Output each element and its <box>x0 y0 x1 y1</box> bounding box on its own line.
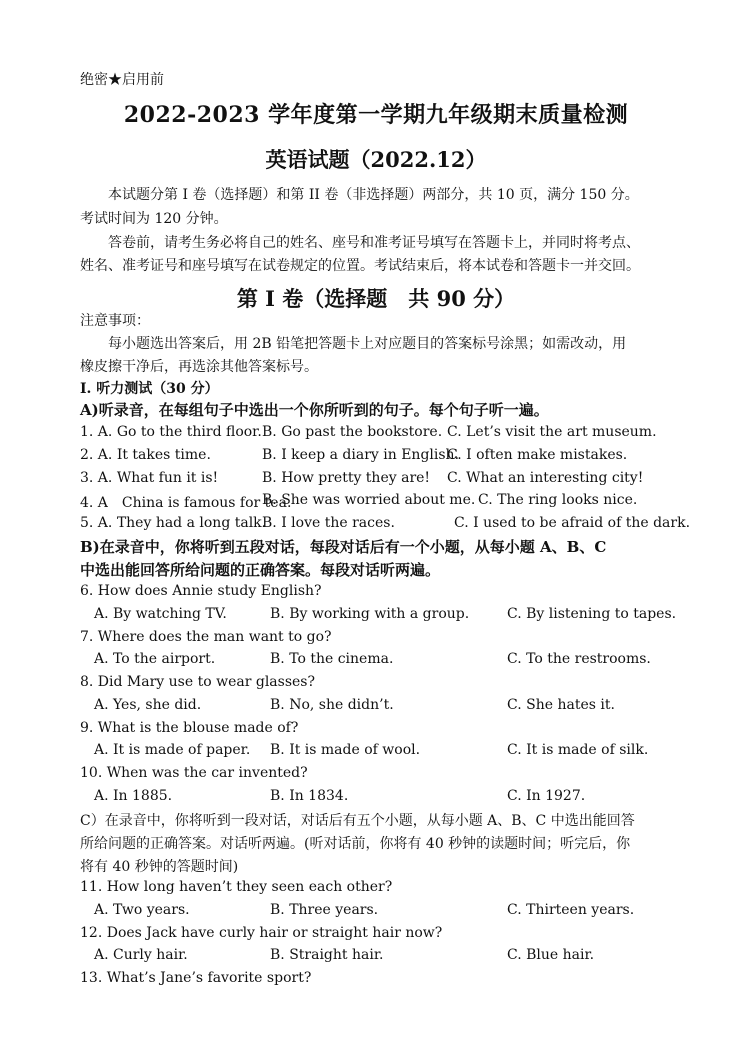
question-12: 12. Does Jack have curly hair or straight hair now? <box>80 925 443 941</box>
partC-line3: 将有 40 秒钟的答题时间) <box>80 859 239 875</box>
question-12-option-a: A. Curly hair. <box>94 947 188 963</box>
partC-line1: C）在录音中，你将听到一段对话，对话后有五个小题，从每小题 A、B、C 中选出能回答 <box>80 813 635 829</box>
item-2-option-c: C. I often make mistakes. <box>447 447 628 463</box>
intro-para1-line1: 本试题分第 I 卷（选择题）和第 II 卷（非选择题）两部分，共 10 页，满分 150 分。 <box>108 187 639 203</box>
question-8-option-c: C. She hates it. <box>507 697 615 713</box>
question-7-option-b: B. To the cinema. <box>270 651 394 667</box>
item-4-option-a: 4. A China is famous for tea. <box>80 495 292 511</box>
question-6-option-c: C. By listening to tapes. <box>507 606 677 622</box>
question-7-option-c: C. To the restrooms. <box>507 651 651 667</box>
partB-title-line1: B)在录音中，你将听到五段对话，每段对话后有一个小题，从每小题 A、B、C <box>80 538 607 556</box>
partA-title: A)听录音，在每组句子中选出一个你所听到的句子。每个句子听一遍。 <box>80 401 549 419</box>
question-10-option-c: C. In 1927. <box>507 788 586 804</box>
question-12-option-c: C. Blue hair. <box>507 947 595 963</box>
question-10-option-a: A. In 1885. <box>94 788 173 804</box>
question-9-option-a: A. It is made of paper. <box>94 742 251 758</box>
item-2-option-a: 2. A. It takes time. <box>80 447 211 463</box>
item-4-option-b: B. She was worried about me. <box>262 492 476 508</box>
question-10-option-b: B. In 1834. <box>270 788 349 804</box>
item-5-option-b: B. I love the races. <box>262 515 395 531</box>
question-8: 8. Did Mary use to wear glasses? <box>80 674 315 690</box>
partB-title-line2: 中选出能回答所给问题的正确答案。每段对话听两遍。 <box>80 561 441 579</box>
intro-para2-line1: 答卷前，请考生务必将自己的姓名、座号和准考证号填写在答题卡上，并同时将考点、 <box>108 235 640 251</box>
question-13: 13. What’s Jane’s favorite sport? <box>80 970 312 986</box>
partC-line2: 所给问题的正确答案。对话听两遍。(听对话前，你将有 40 秒钟的读题时间；听完后，你 <box>80 836 631 852</box>
notes-line2: 橡皮擦干净后，再选涂其他答案标号。 <box>80 359 318 375</box>
question-12-option-b: B. Straight hair. <box>270 947 384 963</box>
item-5-option-c: C. I used to be afraid of the dark. <box>454 515 691 531</box>
item-1-option-c: C. Let’s visit the art museum. <box>447 424 657 440</box>
item-1-option-b: B. Go past the bookstore. <box>262 424 443 440</box>
question-9: 9. What is the blouse made of? <box>80 720 299 736</box>
question-10: 10. When was the car invented? <box>80 765 308 781</box>
question-7: 7. Where does the man want to go? <box>80 629 332 645</box>
question-11-option-a: A. Two years. <box>94 902 190 918</box>
question-11: 11. How long haven’t they seen each other? <box>80 879 393 895</box>
question-6-option-b: B. By working with a group. <box>270 606 470 622</box>
item-5-option-a: 5. A. They had a long talk. <box>80 515 267 531</box>
item-2-option-b: B. I keep a diary in English. <box>262 447 460 463</box>
part1-title: 第 I 卷（选择题 共 90 分） <box>236 286 516 311</box>
question-9-option-c: C. It is made of silk. <box>507 742 649 758</box>
intro-para1-line2: 考试时间为 120 分钟。 <box>80 211 228 227</box>
question-11-option-c: C. Thirteen years. <box>507 902 635 918</box>
confidential-mark: 绝密★启用前 <box>80 72 164 88</box>
question-8-option-b: B. No, she didn’t. <box>270 697 394 713</box>
item-3-option-c: C. What an interesting city! <box>447 470 644 486</box>
question-8-option-a: A. Yes, she did. <box>94 697 202 713</box>
item-4-option-c: C. The ring looks nice. <box>478 492 638 508</box>
question-11-option-b: B. Three years. <box>270 902 379 918</box>
section1-title: I. 听力测试（30 分） <box>80 381 219 397</box>
item-1-option-a: 1. A. Go to the third floor. <box>80 424 262 440</box>
notes-line1: 每小题选出答案后，用 2B 铅笔把答题卡上对应题目的答案标号涂黑；如需改动，用 <box>108 336 627 352</box>
question-9-option-b: B. It is made of wool. <box>270 742 421 758</box>
exam-subtitle: 英语试题（2022.12） <box>265 147 487 172</box>
question-6: 6. How does Annie study English? <box>80 583 322 599</box>
question-6-option-a: A. By watching TV. <box>94 606 227 622</box>
item-3-option-b: B. How pretty they are! <box>262 470 431 486</box>
intro-para2-line2: 姓名、准考证号和座号填写在试卷规定的位置。考试结束后，将本试卷和答题卡一并交回。 <box>80 258 640 274</box>
notes-label: 注意事项： <box>80 313 150 329</box>
item-3-option-a: 3. A. What fun it is! <box>80 470 219 486</box>
question-7-option-a: A. To the airport. <box>94 651 216 667</box>
exam-title: 2022-2023 学年度第一学期九年级期末质量检测 <box>123 102 629 128</box>
